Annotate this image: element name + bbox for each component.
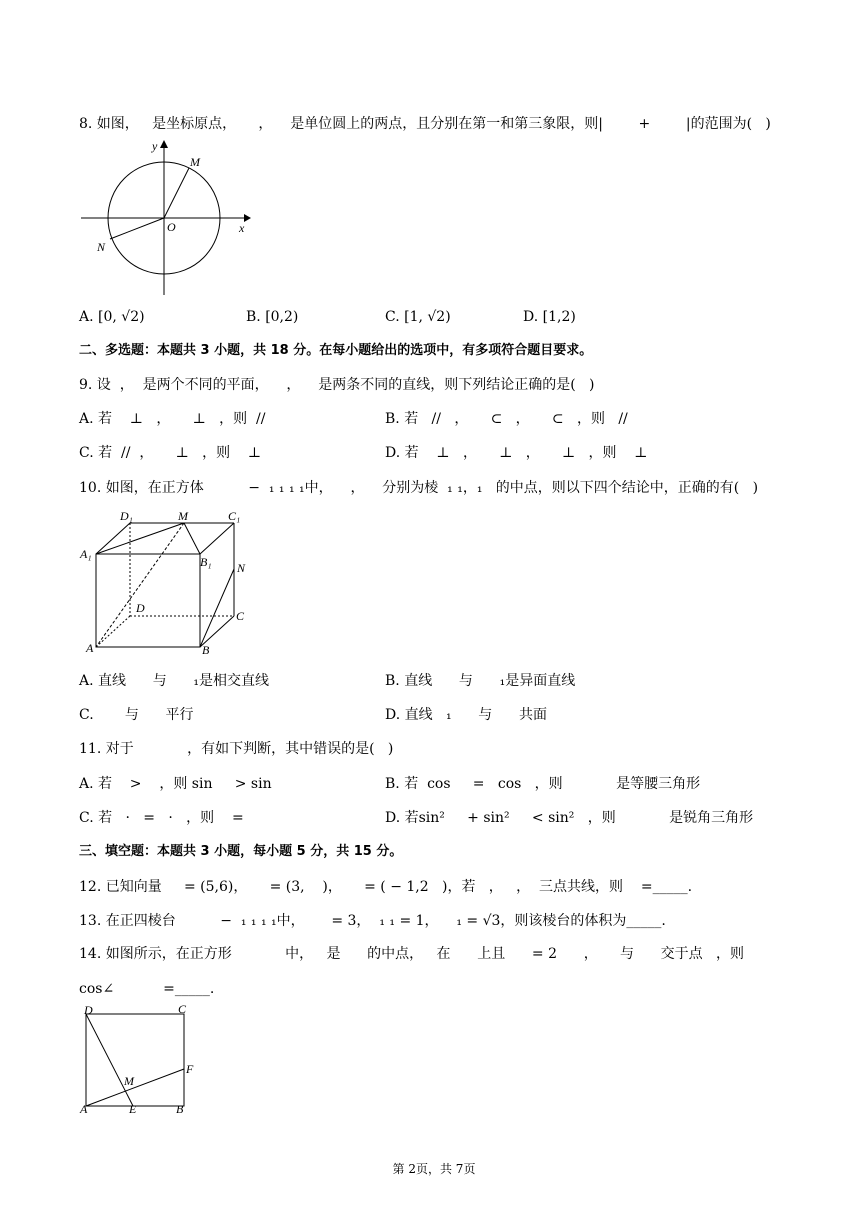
q10-stem: 10. 如图，在正方体 − ₁ ₁ ₁ ₁中， ， 分别为棱 ₁ ₁，₁ 的中点，则以下四个结论中，正确的有( )	[79, 480, 759, 496]
label-b: B	[202, 643, 210, 656]
x-axis-label: x	[239, 221, 245, 235]
q12-stem: 12. 已知向量 = (5,6)， = (3, )， = ( − 1,2 )，若 ， ， 三点共线，则 =_____.	[79, 879, 693, 895]
label-d: D	[84, 1005, 93, 1017]
label-e: E	[129, 1102, 137, 1115]
q9-option-d: D. 若 ⊥ ， ⊥ ， ⊥ ，则 ⊥	[385, 445, 648, 461]
label-d1: D₁	[120, 509, 133, 523]
q10-option-a: A. 直线 与 ₁是相交直线	[79, 673, 270, 689]
q13-stem: 13. 在正四棱台 − ₁ ₁ ₁ ₁中， = 3， ₁ ₁ = 1， ₁ = √3，则该棱台的体积为_____.	[79, 913, 666, 929]
q10-option-c: C. 与 平行	[79, 707, 194, 723]
q11-stem: 11. 对于 ，有如下判断，其中错误的是( )	[79, 741, 394, 757]
q11-option-d: D. 若sin² + sin² < sin² ，则 是锐角三角形	[385, 810, 754, 826]
label-m: M	[178, 509, 188, 523]
q11-option-b: B. 若 cos = cos ，则 是等腰三角形	[385, 776, 701, 792]
origin-label: O	[167, 220, 176, 234]
q10-option-b: B. 直线 与 ₁是异面直线	[385, 673, 576, 689]
label-a1: A₁	[80, 547, 92, 561]
q8-option-b: B. [0,2)	[246, 309, 299, 325]
q9-option-c: C. 若 // ， ⊥ ，则 ⊥	[79, 445, 262, 461]
label-c: C	[236, 609, 245, 623]
label-n: N	[237, 561, 246, 575]
q9-option-a: A. 若 ⊥ ， ⊥ ，则 //	[79, 411, 266, 427]
y-axis-label: y	[152, 139, 158, 153]
q11-option-c: C. 若 · = · ，则 =	[79, 810, 244, 826]
q8-stem: 8. 如图， 是坐标原点， ， 是单位圆上的两点，且分别在第一和第三象限，则| + |的范围为( )	[79, 116, 771, 132]
label-b: B	[176, 1102, 184, 1115]
q10-cube-figure	[76, 506, 256, 656]
point-m-label: M	[190, 155, 200, 169]
label-c1: C₁	[228, 509, 241, 523]
point-n-label: N	[97, 240, 106, 254]
q9-option-b: B. 若 // ， ⊂ ， ⊂ ，则 //	[385, 411, 628, 427]
page-footer: 第 2页，共 7页	[392, 1162, 476, 1176]
q10-option-d: D. 直线 ₁ 与 共面	[385, 707, 547, 723]
label-f: F	[186, 1062, 194, 1076]
q11-option-a: A. 若 > ，则 sin > sin	[79, 776, 272, 792]
q14-stem-line1: 14. 如图所示，在正方形 中， 是 的中点， 在 上且 = 2 ， 与 交于点 ，则	[79, 946, 745, 962]
label-b1: B₁	[200, 555, 212, 569]
q8-option-a: A. [0, √2)	[79, 309, 145, 325]
q14-stem-line2: cos∠ =_____.	[79, 981, 215, 997]
q8-option-d: D. [1,2)	[523, 309, 576, 325]
label-a: A	[86, 641, 94, 655]
q8-option-c: C. [1, √2)	[385, 309, 451, 325]
q14-square-figure	[78, 1005, 203, 1115]
q9-stem: 9. 设 ， 是两个不同的平面， ， 是两条不同的直线，则下列结论正确的是( )	[79, 377, 595, 393]
label-m: M	[124, 1074, 134, 1088]
section3-heading: 三、填空题：本题共 3 小题，每小题 5 分，共 15 分。	[79, 844, 403, 859]
label-a: A	[80, 1102, 88, 1115]
q8-figure	[76, 138, 256, 298]
section2-heading: 二、多选题：本题共 3 小题，共 18 分。在每小题给出的选项中，有多项符合题目要求。	[79, 343, 593, 358]
label-c: C	[178, 1005, 187, 1016]
label-d: D	[136, 601, 145, 615]
